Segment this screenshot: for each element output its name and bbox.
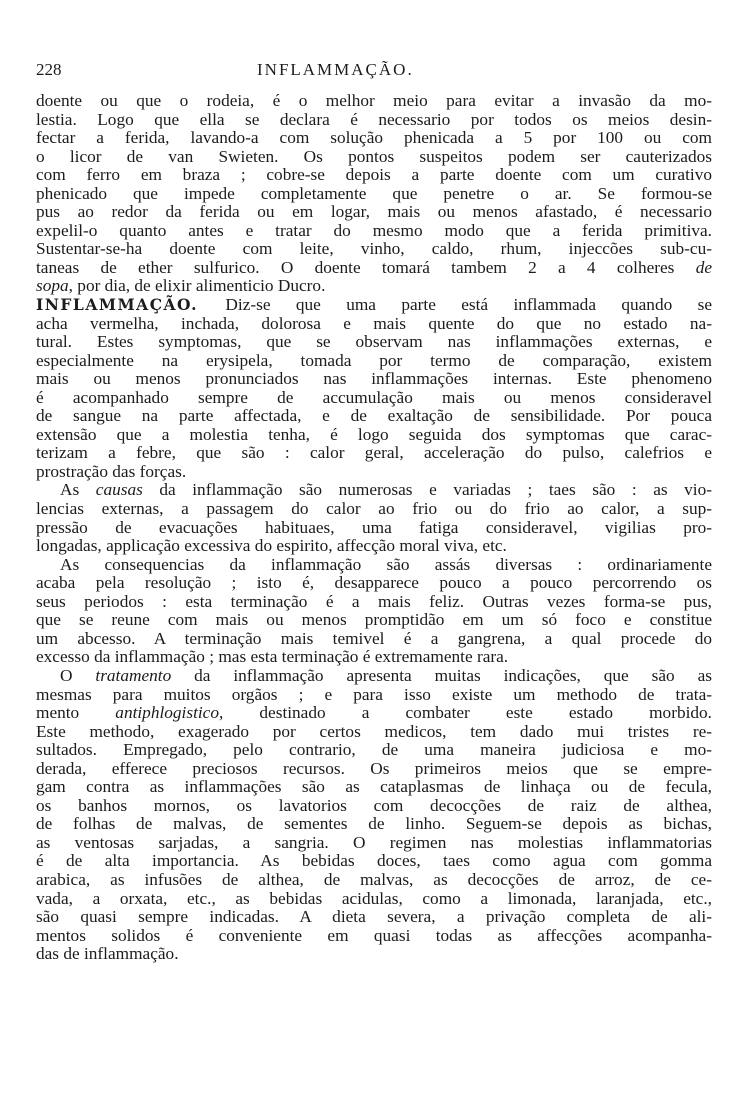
text-line: [36, 556, 712, 575]
line-text: mesmas para muitos orgãos ; e para isso existe um methodo de trata-: [36, 684, 712, 704]
line-text: das de inflammação.: [36, 944, 179, 964]
text-line: [36, 148, 712, 167]
text-line: [36, 611, 712, 630]
body-text: [36, 92, 712, 964]
line-text: pus ao redor da ferida ou em logar, mais ou menos afastado, é necessario: [36, 202, 712, 222]
text-line: [36, 760, 712, 779]
line-text: lencias externas, a passagem do calor ao frio ou do frio ao calor, a sup-: [36, 499, 712, 519]
text-line: [36, 240, 712, 259]
line-text: especialmente na erysipela, tomada por termo de comparação, existem: [36, 350, 712, 370]
italic-term: causas: [95, 480, 143, 500]
line-text: fectar a ferida, lavando-a com solução phenicada a 5 por 100 ou com: [36, 128, 712, 148]
text-line: [36, 389, 712, 408]
text-line: [36, 686, 712, 705]
text-line: [36, 908, 712, 927]
line-text: Sustentar-se-ha doente com leite, vinho, caldo, rhum, injeccões sub-cu-: [36, 239, 712, 259]
entry-heading: INFLAMMAÇÃO.: [36, 295, 199, 315]
text-line: [36, 778, 712, 797]
line-text: longadas, applicação excessiva do espirito, affecção moral viva, etc.: [36, 536, 507, 556]
line-text: taneas de ether sulfurico. O doente tomará tambem 2 a 4 colheres: [36, 257, 696, 277]
text-line: [36, 222, 712, 241]
entry-first-line: [36, 296, 712, 315]
text-line: [36, 444, 712, 463]
text-line: [36, 574, 712, 593]
line-text: acha vermelha, inchada, dolorosa e mais quente do que no estado na-: [36, 313, 712, 333]
line-text: da inflammação são numerosas e variadas ; taes são : as vio-: [142, 480, 712, 500]
text-line: [36, 111, 712, 130]
italic-term: antiphlogistico: [115, 703, 219, 723]
text-line: [36, 630, 712, 649]
text-line: [36, 519, 712, 538]
line-text: vada, a orxata, etc., as bebidas acidulas, como a limonada, laranjada, etc.,: [36, 888, 712, 908]
text-line: [36, 92, 712, 111]
line-text: extensão que a molestia tenha, é logo seguida dos symptomas que carac-: [36, 424, 712, 444]
line-text: lestia. Logo que ella se declara é necessario por todos os meios desin-: [36, 109, 712, 129]
text-line: [36, 704, 712, 723]
italic-term: sopa: [36, 276, 69, 296]
text-line: [36, 129, 712, 148]
line-text: , por dia, de elixir alimenticio Ducro.: [68, 276, 326, 296]
line-text: seus periodos : esta terminação é a mais feliz. Outras vezes forma-se pus,: [36, 591, 712, 611]
text-line: [36, 185, 712, 204]
line-text: com ferro em braza ; cobre-se depois a parte doente com um curativo: [36, 165, 712, 185]
text-line: [36, 537, 712, 556]
text-line: [36, 871, 712, 890]
text-line: [36, 481, 712, 500]
line-text: acaba pela resolução ; isto é, desapparece pouco a pouco percorrendo os: [36, 573, 712, 593]
line-text: arabica, as infusões de althea, de malvas, as decocções de arroz, de ce-: [36, 869, 712, 889]
text-line: [36, 463, 712, 482]
text-line: [36, 203, 712, 222]
text-line: [36, 852, 712, 871]
running-head: [36, 60, 708, 84]
text-line: [36, 667, 712, 686]
line-text: da inflammação apresenta muitas indicações, que são as: [171, 665, 712, 685]
text-line: [36, 890, 712, 909]
text-line: [36, 945, 712, 964]
line-text: são quasi sempre indicadas. A dieta severa, a privação completa de ali-: [36, 907, 712, 927]
line-text: sultados. Empregado, pelo contrario, de uma maneira judiciosa e mo-: [36, 740, 712, 760]
line-text: mais ou menos pronunciados nas inflammações internas. Este phenomeno: [36, 369, 712, 389]
text-line: [36, 797, 712, 816]
line-text: excesso da inflammação ; mas esta terminação é extremamente rara.: [36, 647, 509, 667]
text-line: [36, 927, 712, 946]
text-line: [36, 166, 712, 185]
line-text: Diz-se que uma parte está inflammada quando se: [200, 295, 712, 315]
line-text: mentos solidos é conveniente em quasi todas as affecções acompanha-: [36, 925, 712, 945]
text-line: [36, 407, 712, 426]
line-text: terizam a febre, que são : calor geral, acceleração do pulso, calefrios e: [36, 443, 712, 463]
text-line: [36, 333, 712, 352]
line-text: O: [60, 665, 96, 685]
text-line: [36, 648, 712, 667]
line-text: As consequencias da inflammação são assás diversas : ordinariamente: [60, 554, 712, 574]
line-text: as ventosas sarjadas, a sangria. O regimen nas molestias inflammatorias: [36, 832, 712, 852]
line-text: os banhos mornos, os lavatorios com decocções de raiz de althea,: [36, 795, 712, 815]
line-text: , destinado a combater este estado morbido.: [218, 703, 712, 723]
line-text: doente ou que o rodeia, é o melhor meio para evitar a invasão da mo-: [36, 91, 712, 110]
line-text: expelil-o quanto antes e tratar do mesmo modo que a ferida primitiva.: [36, 220, 712, 240]
italic-term: tratamento: [95, 665, 172, 685]
italic-term: de: [695, 257, 712, 277]
text-line: [36, 593, 712, 612]
line-text: tural. Estes symptomas, que se observam nas inflammações externas, e: [36, 332, 712, 352]
text-line: [36, 315, 712, 334]
text-line: [36, 426, 712, 445]
text-line: [36, 741, 712, 760]
text-line: [36, 834, 712, 853]
running-title: INFLAMMAÇÃO.: [257, 60, 414, 79]
line-text: mento: [36, 703, 116, 723]
line-text: um abcesso. A terminação mais temivel é a gangrena, a qual procede do: [36, 628, 712, 648]
line-text: gam contra as inflammações são as cataplasmas de linhaça ou de fecula,: [36, 777, 712, 797]
text-line: [36, 723, 712, 742]
line-text: o licor de van Swieten. Os pontos suspeitos podem ser cauterizados: [36, 146, 712, 166]
line-text: é de alta importancia. As bebidas doces, taes como agua com gomma: [36, 851, 712, 871]
text-line: [36, 370, 712, 389]
text-line: [36, 277, 712, 296]
page-number: 228: [36, 60, 62, 79]
line-text: As: [60, 480, 96, 500]
text-line: [36, 815, 712, 834]
line-text: de folhas de malvas, de sementes de linho. Seguem-se depois as bichas,: [36, 814, 712, 834]
line-text: derada, efferece preciosos recursos. Os primeiros meios que se empre-: [36, 758, 712, 778]
line-text: Este methodo, exagerado por certos medicos, tem dado mui tristes re-: [36, 721, 712, 741]
line-text: é acompanhado sempre de accumulação mais ou menos consideravel: [36, 387, 712, 407]
text-line: [36, 352, 712, 371]
line-text: de sangue na parte affectada, e de exaltação de sensibilidade. Por pouca: [36, 406, 712, 426]
line-text: pressão de evacuações habituaes, uma fatiga consideravel, vigilias pro-: [36, 517, 712, 537]
text-line: [36, 500, 712, 519]
line-text: phenicado que impede completamente que penetre o ar. Se formou-se: [36, 183, 712, 203]
text-line: [36, 259, 712, 278]
line-text: prostração das forças.: [36, 461, 187, 481]
line-text: que se reune com mais ou menos promptidão em um só foco e constitue: [36, 610, 712, 630]
